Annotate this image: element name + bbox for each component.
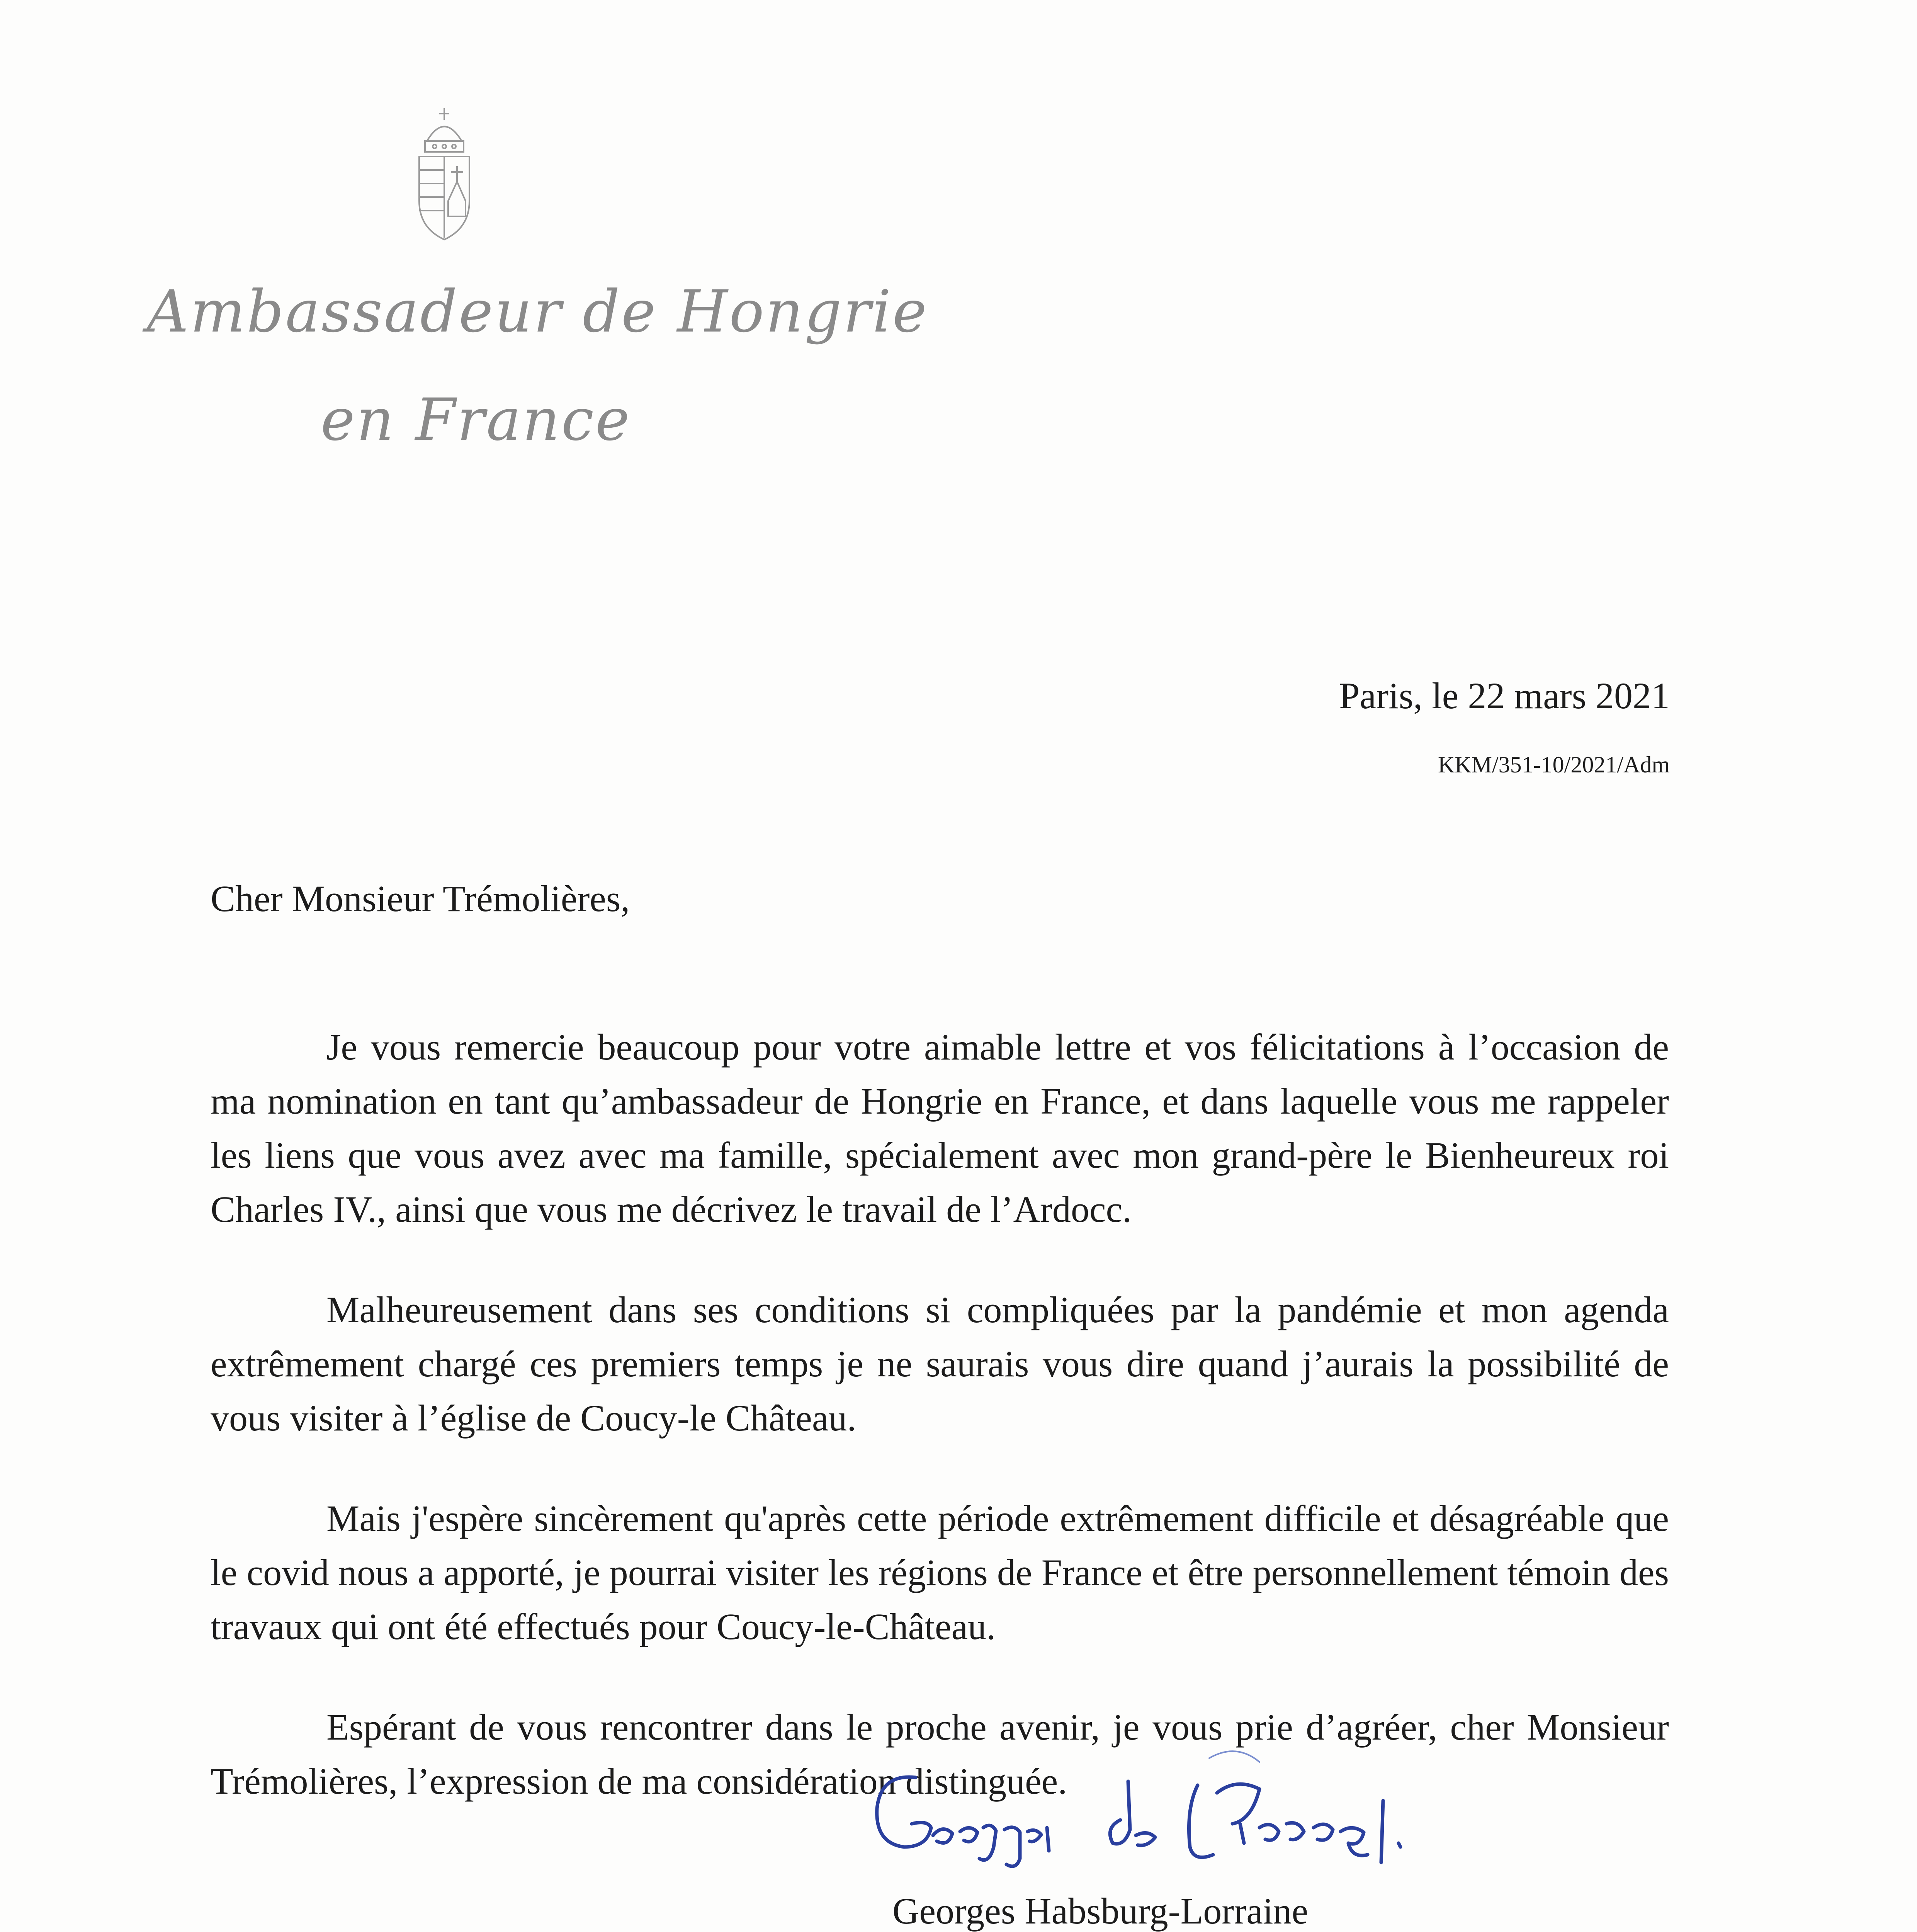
reference-number: KKM/351-10/2021/Adm — [1438, 752, 1670, 777]
paragraph: Je vous remercie beaucoup pour votre aimable lettre et vos félicitations à l’occasion de ma nomination en tant qu’ambassadeur de Hongrie en France, et dans laquelle vous me rappeler les liens que vous avez avec ma famille, spécialement avec mon grand-père le Bienheureux roi Charles IV., ainsi que vous me décrivez le travail de l’Ardocc. — [211, 1026, 1669, 1230]
paragraph: Malheureusement dans ses conditions si compliquées par la pandémie et mon agenda extrêmement chargé ces premiers temps je ne saurais vous dire quand j’aurais la possibilité de vous visiter à l’église de Coucy-le Château. — [211, 1289, 1669, 1439]
signer-name: Georges Habsburg-Lorraine — [892, 1890, 1309, 1932]
letterhead-subtitle: en France — [321, 386, 631, 454]
paragraph: Mais j'espère sincèrement qu'après cette période extrêmement difficile et désagréable que le covid nous a apporté, je pourrai visiter les régions de France et être personnellement témoin des travaux qui ont été effectués pour Coucy-le-Château. — [211, 1498, 1669, 1647]
handwritten-signature — [850, 1731, 1499, 1901]
coat-of-arms-icon — [408, 104, 481, 243]
letterhead-title: Ambassadeur de Hongrie — [147, 278, 928, 345]
letter-body — [211, 1020, 1669, 1855]
letter-date: Paris, le 22 mars 2021 — [1339, 675, 1670, 716]
paragraph: Espérant de vous rencontrer dans le proche avenir, je vous prie d’agréer, cher Monsieur Trémolières, l’expression de ma considération distinguée. — [211, 1706, 1669, 1802]
salutation: Cher Monsieur Trémolières, — [211, 878, 630, 919]
